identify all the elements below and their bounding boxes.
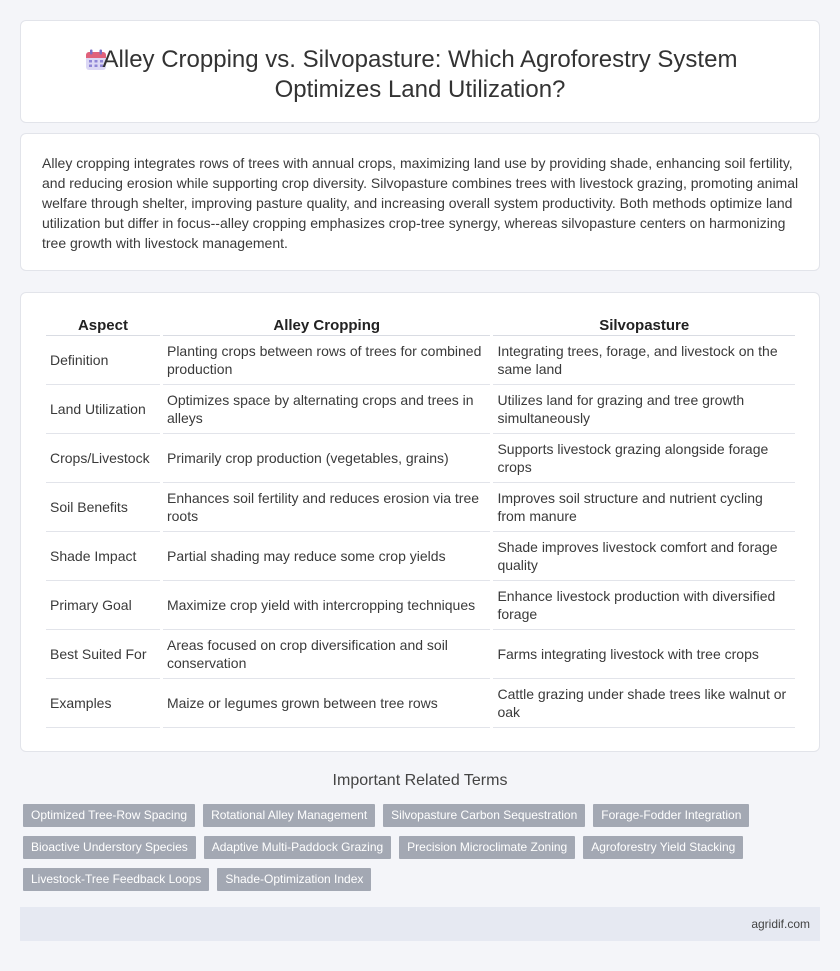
silvo-cell: Supports livestock grazing alongside forage crops [493, 434, 795, 483]
footer-site-link[interactable]: agridif.com [751, 917, 810, 931]
table-row [46, 581, 795, 630]
related-term-tag[interactable]: Agroforestry Yield Stacking [583, 836, 743, 859]
aspect-cell: Best Suited For [46, 630, 160, 679]
alley-cell: Areas focused on crop diversification and soil conservation [163, 630, 490, 679]
aspect-cell: Definition [46, 336, 160, 385]
intro-text: Alley cropping integrates rows of trees with annual crops, maximizing land use by providing shade, enhancing soil fertility, and reducing erosion while supporting crop diversity. Silvopasture combines trees with livestock grazing, promoting animal welfare through shelter, improving pasture quality, and increasing overall system productivity. Both methods optimize land utilization but differ in focus--alley cropping emphasizes crop-tree synergy, whereas silvopasture centers on harmonizing tree growth with livestock management. [42, 155, 799, 251]
related-term-tag[interactable]: Optimized Tree-Row Spacing [23, 804, 195, 827]
alley-cell: Planting crops between rows of trees for combined production [163, 336, 490, 385]
intro-card [20, 133, 820, 271]
aspect-cell: Primary Goal [46, 581, 160, 630]
silvo-cell: Integrating trees, forage, and livestock on the same land [493, 336, 795, 385]
title-card [20, 20, 820, 123]
related-term-tag[interactable]: Silvopasture Carbon Sequestration [383, 804, 585, 827]
silvo-cell: Improves soil structure and nutrient cycling from manure [493, 483, 795, 532]
table-row [46, 532, 795, 581]
silvo-cell: Shade improves livestock comfort and forage quality [493, 532, 795, 581]
comparison-table [43, 315, 798, 728]
table-row [46, 679, 795, 728]
related-term-tag[interactable]: Adaptive Multi-Paddock Grazing [204, 836, 391, 859]
related-term-tag[interactable]: Livestock-Tree Feedback Loops [23, 868, 209, 891]
comparison-table-card [20, 292, 820, 752]
related-term-tag[interactable]: Forage-Fodder Integration [593, 804, 749, 827]
related-term-tag[interactable]: Precision Microclimate Zoning [399, 836, 575, 859]
page-title [21, 45, 819, 105]
table-row [46, 336, 795, 385]
header-aspect: Aspect [46, 315, 160, 336]
footer [20, 907, 820, 941]
alley-cell: Enhances soil fertility and reduces erosion via tree roots [163, 483, 490, 532]
alley-cell: Maximize crop yield with intercropping techniques [163, 581, 490, 630]
related-term-tag[interactable]: Bioactive Understory Species [23, 836, 196, 859]
related-term-tag[interactable]: Rotational Alley Management [203, 804, 375, 827]
alley-cell: Primarily crop production (vegetables, grains) [163, 434, 490, 483]
alley-cell: Maize or legumes grown between tree rows [163, 679, 490, 728]
aspect-cell: Shade Impact [46, 532, 160, 581]
aspect-cell: Crops/Livestock [46, 434, 160, 483]
aspect-cell: Soil Benefits [46, 483, 160, 532]
silvo-cell: Utilizes land for grazing and tree growth simultaneously [493, 385, 795, 434]
aspect-cell: Land Utilization [46, 385, 160, 434]
page-title-line2: Optimizes Land Utilization? [274, 76, 566, 103]
related-terms-list [23, 804, 823, 891]
silvo-cell: Enhance livestock production with diversified forage [493, 581, 795, 630]
table-row [46, 483, 795, 532]
table-header-row [46, 315, 795, 336]
header-silvopasture: Silvopasture [493, 315, 795, 336]
table-row [46, 630, 795, 679]
table-row [46, 434, 795, 483]
related-terms-heading: Important Related Terms [332, 772, 508, 789]
silvo-cell: Farms integrating livestock with tree crops [493, 630, 795, 679]
related-term-tag[interactable]: Shade-Optimization Index [217, 868, 371, 891]
alley-cell: Optimizes space by alternating crops and trees in alleys [163, 385, 490, 434]
silvo-cell: Cattle grazing under shade trees like walnut or oak [493, 679, 795, 728]
aspect-cell: Examples [46, 679, 160, 728]
alley-cell: Partial shading may reduce some crop yields [163, 532, 490, 581]
header-alley-cropping: Alley Cropping [163, 315, 490, 336]
page-title-line1: Alley Cropping vs. Silvopasture: Which Agroforestry System [102, 46, 738, 73]
table-row [46, 385, 795, 434]
